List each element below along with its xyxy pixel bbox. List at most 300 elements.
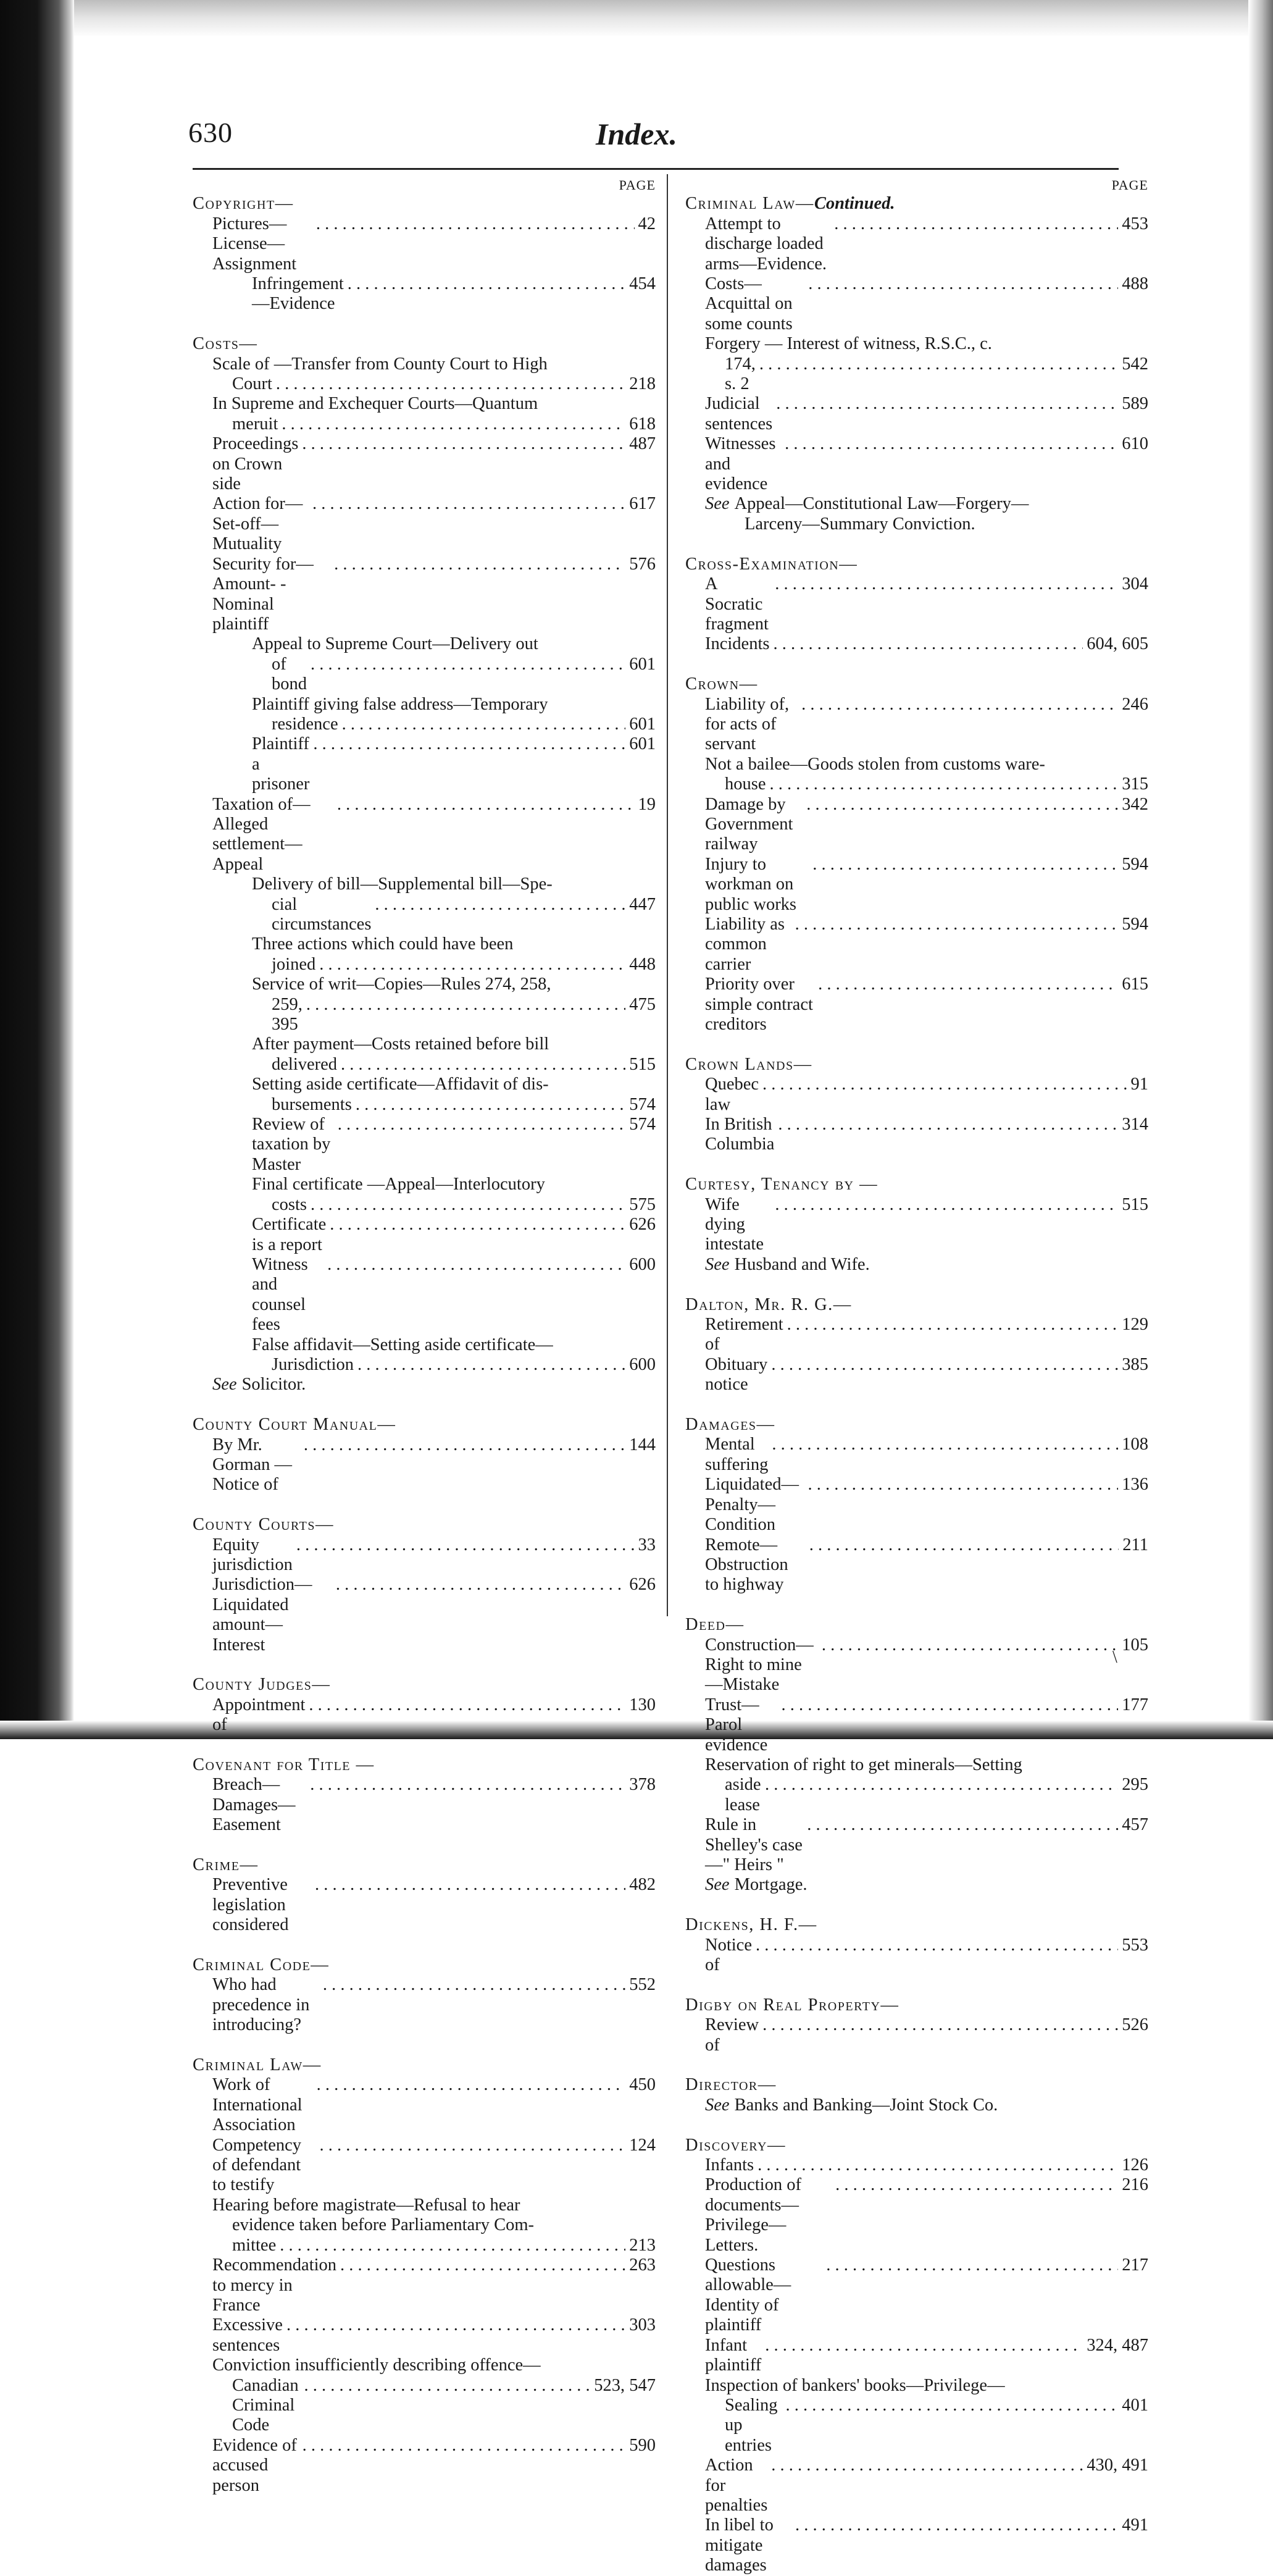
- entry-text: Proceedings on Crown side: [212, 434, 299, 494]
- entry-text-continued: meruit: [232, 414, 278, 434]
- entry-text: Jurisdiction—Liquidated amount—Interest: [212, 1575, 312, 1655]
- entry-text-continued: of bond: [272, 654, 307, 694]
- leader-dots: [775, 574, 1118, 594]
- entry-text: Priority over simple contract creditors: [705, 975, 813, 1034]
- page-reference: 552: [629, 1975, 656, 1995]
- index-heading: Criminal Law—Continued.: [685, 194, 895, 214]
- leader-dots: [304, 1435, 625, 1455]
- see-also-reference: [685, 494, 1148, 514]
- entry-text: Retirement of: [705, 1315, 783, 1354]
- index-entry: [193, 875, 656, 934]
- entry-text: Who had precedence in introducing?: [212, 1975, 310, 2035]
- leader-dots: [310, 1775, 625, 1795]
- leader-dots: [759, 355, 1118, 374]
- leader-dots: [771, 2456, 1083, 2475]
- leader-dots: [785, 434, 1118, 454]
- leader-dots: [280, 2236, 625, 2255]
- section-gap: [193, 1655, 656, 1675]
- index-heading: County Court Manual—: [193, 1415, 396, 1435]
- entry-text: Quebec law: [705, 1075, 759, 1114]
- entry-text-continued: bursements: [272, 1094, 352, 1114]
- index-entry: [685, 1075, 1148, 1115]
- entry-last-line: [705, 1936, 1148, 1976]
- entry-text: Evidence of accused person: [212, 2435, 297, 2495]
- leader-dots: [795, 915, 1119, 934]
- index-entry: [193, 1115, 656, 1175]
- end-mark: \: [1112, 1648, 1117, 1667]
- entry-last-line: [212, 2315, 656, 2356]
- entry-last-line: [252, 1255, 656, 1335]
- entry-last-line: [705, 1435, 1148, 1475]
- entry-text: Setting aside certificate—Affidavit of dis-: [252, 1075, 549, 1094]
- page-reference: 216: [1122, 2175, 1148, 2195]
- entry-text-continued: 259, 395: [272, 994, 303, 1034]
- entry-last-line: [705, 1695, 1148, 1755]
- page-reference: 482: [629, 1875, 656, 1895]
- entry-text: Inspection of bankers' books—Privilege—: [705, 2375, 1005, 2395]
- entry-last-line: [705, 1195, 1148, 1255]
- index-entry: [193, 2315, 656, 2356]
- entry-last-line: [252, 995, 656, 1035]
- entry-text: A Socratic fragment: [705, 574, 769, 634]
- column-divider: [667, 174, 668, 1616]
- entry-last-line: [252, 734, 656, 794]
- index-entry: [685, 2015, 1148, 2055]
- index-entry: [685, 795, 1148, 855]
- see-also-reference: [685, 2096, 1148, 2115]
- leader-dots: [818, 975, 1118, 994]
- page-reference: 42: [638, 214, 656, 233]
- entry-text: In Supreme and Exchequer Courts—Quantum: [212, 394, 538, 414]
- page-reference: 615: [1122, 975, 1148, 994]
- scan-shadow-right: [1248, 0, 1273, 1739]
- page-reference: 604, 605: [1087, 634, 1148, 654]
- page-reference: 304: [1122, 574, 1148, 594]
- leader-dots: [320, 2136, 626, 2155]
- leader-dots: [826, 2255, 1118, 2275]
- entry-last-line: [705, 2336, 1148, 2376]
- index-entry: [193, 1175, 656, 1215]
- index-heading: Covenant for Title —: [193, 1755, 375, 1774]
- leader-dots: [807, 1815, 1118, 1835]
- entry-last-line: [252, 1215, 656, 1255]
- page-column-label: PAGE: [1111, 177, 1148, 193]
- leader-dots: [330, 1215, 625, 1235]
- page-reference: 447: [629, 894, 656, 914]
- leader-dots: [296, 1535, 635, 1555]
- see-also-reference-continued: [685, 514, 1148, 534]
- index-entry: [193, 695, 656, 735]
- entry-last-line: [705, 2155, 1148, 2175]
- page-reference: 626: [629, 1215, 656, 1235]
- page-reference: 324, 487: [1087, 2335, 1148, 2355]
- leader-dots: [304, 2376, 590, 2396]
- index-entry: [193, 975, 656, 1034]
- page-reference: 314: [1122, 1115, 1148, 1135]
- leader-dots: [375, 895, 625, 915]
- index-entry: [193, 214, 656, 274]
- index-entry: [193, 355, 656, 395]
- leader-dots: [341, 1055, 625, 1075]
- entry-text: Final certificate —Appeal—Interlocutory: [252, 1175, 545, 1194]
- entry-text: Three actions which could have been: [252, 934, 514, 954]
- page-reference: 33: [638, 1535, 656, 1554]
- entry-last-line: [212, 1435, 656, 1495]
- page-reference: 218: [629, 374, 656, 394]
- index-entry: [685, 434, 1148, 494]
- leader-dots: [334, 555, 625, 574]
- page-reference: 91: [1130, 1075, 1148, 1094]
- page-reference: 430, 491: [1087, 2456, 1148, 2475]
- entry-text: Breach—Damages—Easement: [212, 1775, 296, 1835]
- index-entry: [193, 1875, 656, 1935]
- entry-text: Mental suffering: [705, 1435, 769, 1474]
- see-word: See: [705, 1254, 730, 1274]
- index-heading: Discovery—: [685, 2135, 786, 2155]
- page-reference: 303: [629, 2315, 656, 2335]
- leader-dots: [306, 995, 625, 1015]
- index-entry: [685, 334, 1148, 394]
- index-entry: [193, 1435, 656, 1495]
- index-entry: [685, 2336, 1148, 2376]
- entry-text-continued: house: [725, 774, 766, 794]
- entry-text: After payment—Costs retained before bill: [252, 1034, 549, 1054]
- entry-text: Judicial sentences: [705, 394, 773, 434]
- entry-last-line: [705, 1815, 1148, 1875]
- leader-dots: [782, 1695, 1119, 1715]
- index-entry: [193, 1775, 656, 1835]
- entry-text-continued: evidence taken before Parliamentary Com-: [232, 2215, 535, 2235]
- see-target: Husband and Wife.: [734, 1254, 870, 1274]
- index-entry: [193, 2075, 656, 2135]
- index-heading: Deed—: [685, 1615, 745, 1635]
- index-entry: [193, 2196, 656, 2255]
- header-rule: [193, 168, 1119, 170]
- entry-last-line: [212, 2255, 656, 2315]
- entry-text: Hearing before magistrate—Refusal to hear: [212, 2195, 520, 2215]
- index-entry: [685, 1195, 1148, 1255]
- entry-text: Questions allowable—Identity of plaintiff: [705, 2255, 791, 2335]
- entry-text: Not a bailee—Goods stolen from customs ware-: [705, 754, 1045, 774]
- entry-text: Reservation of right to get minerals—Setting: [705, 1755, 1022, 1774]
- page-reference: 594: [1122, 854, 1148, 874]
- leader-dots: [312, 494, 625, 514]
- page-reference: 401: [1122, 2395, 1148, 2415]
- entry-last-line: [212, 2075, 656, 2135]
- entry-last-line: [705, 915, 1148, 975]
- entry-text: In British Columbia: [705, 1115, 775, 1154]
- index-entry: [685, 1435, 1148, 1475]
- entry-last-line: [212, 1575, 656, 1655]
- page-reference: 594: [1122, 914, 1148, 934]
- entry-last-line: [705, 2396, 1148, 2456]
- page-reference: 124: [629, 2135, 656, 2155]
- entry-last-line: [212, 2436, 656, 2496]
- page-reference: 246: [1122, 694, 1148, 714]
- section-gap: [193, 1395, 656, 1415]
- entry-last-line: [212, 414, 656, 434]
- leader-dots: [765, 2336, 1083, 2356]
- entry-text: Construction—Right to mine—Mistake: [705, 1635, 814, 1695]
- entry-text-continued: aside lease: [725, 1775, 761, 1815]
- page-reference: 626: [629, 1575, 656, 1595]
- leader-dots: [313, 734, 625, 754]
- page-reference: 610: [1122, 434, 1148, 454]
- index-heading: County Courts—: [193, 1515, 334, 1535]
- index-entry: [193, 274, 656, 314]
- page-reference: 475: [629, 994, 656, 1014]
- index-entry: [193, 934, 656, 975]
- entry-text: Delivery of bill—Supplemental bill—Spe-: [252, 875, 553, 894]
- entry-text: Service of writ—Copies—Rules 274, 258,: [252, 975, 551, 994]
- entry-text-continued: Jurisdiction: [272, 1354, 354, 1374]
- entry-text: In libel to mitigate damages: [705, 2515, 774, 2575]
- entry-last-line: [705, 574, 1148, 634]
- entry-text: Forgery — Interest of witness, R.S.C., c.: [705, 334, 992, 354]
- entry-last-line: [212, 494, 656, 554]
- section-gap: [193, 1735, 656, 1755]
- entry-last-line: [705, 2255, 1148, 2336]
- page-reference: 542: [1122, 354, 1148, 374]
- entry-last-line: [705, 2456, 1148, 2515]
- see-also-reference: [685, 1255, 1148, 1275]
- entry-text: Remote—Obstruction to highway: [705, 1535, 788, 1595]
- page-reference: 177: [1122, 1695, 1148, 1714]
- leader-dots: [303, 2436, 626, 2456]
- index-entry: [685, 2255, 1148, 2336]
- leader-dots: [765, 1775, 1118, 1795]
- entry-last-line: [212, 555, 656, 635]
- entry-text: Review of: [705, 2015, 759, 2055]
- leader-dots: [348, 274, 625, 294]
- entry-last-line: [252, 1195, 656, 1215]
- page-reference: 19: [638, 794, 656, 814]
- index-heading: Copyright—: [193, 194, 294, 214]
- page-reference: 600: [629, 1354, 656, 1374]
- section-gap: [685, 1895, 1148, 1915]
- page-reference: 457: [1122, 1815, 1148, 1835]
- entry-text: Witnesses and evidence: [705, 434, 776, 494]
- leader-dots: [315, 1875, 625, 1895]
- entry-text-continued: 174, s. 2: [725, 354, 756, 394]
- leader-dots: [319, 955, 625, 975]
- page-reference: 617: [629, 494, 656, 514]
- entry-text-continued: Canadian Criminal Code: [232, 2375, 299, 2435]
- section-gap: [193, 314, 656, 334]
- index-entry: [685, 1635, 1148, 1695]
- index-entry: [685, 214, 1148, 274]
- section-gap: [685, 2055, 1148, 2075]
- entry-text-continued: joined: [272, 954, 316, 974]
- entry-text: Action for penalties: [705, 2456, 768, 2515]
- entry-last-line: [705, 1535, 1148, 1595]
- leader-dots: [286, 2315, 625, 2335]
- entry-text: By Mr. Gorman —Notice of: [212, 1435, 293, 1495]
- entry-last-line: [705, 774, 1148, 794]
- index-entry: [193, 2436, 656, 2496]
- index-entry: [193, 2136, 656, 2196]
- entry-text: Wife dying intestate: [705, 1194, 764, 1254]
- index-column-left: [193, 174, 656, 2496]
- entry-last-line: [212, 1975, 656, 2035]
- entry-text-continued: Sealing up entries: [725, 2395, 778, 2455]
- entry-text: Incidents: [705, 634, 770, 654]
- index-entry: [193, 1075, 656, 1115]
- page-reference: 448: [629, 954, 656, 974]
- entry-last-line: [212, 434, 656, 494]
- page-reference: 378: [629, 1775, 656, 1795]
- leader-dots: [311, 1195, 625, 1215]
- entry-text-continued: residence: [272, 714, 338, 734]
- page-reference: 601: [629, 714, 656, 734]
- see-also-reference: [193, 1375, 656, 1395]
- entry-text: Work of International Association: [212, 2075, 303, 2135]
- index-entry: [685, 975, 1148, 1034]
- entry-text: Equity jurisdiction: [212, 1535, 293, 1574]
- page-reference: 491: [1122, 2515, 1148, 2535]
- entry-last-line: [212, 374, 656, 394]
- leader-dots: [770, 774, 1119, 794]
- entry-text: Obituary notice: [705, 1354, 768, 1395]
- page-reference: 601: [629, 654, 656, 674]
- index-entry: [193, 1695, 656, 1735]
- see-target: Solicitor.: [241, 1375, 306, 1395]
- leader-dots: [808, 274, 1118, 294]
- page-reference: 526: [1122, 2015, 1148, 2035]
- entry-last-line: [705, 1775, 1148, 1815]
- entry-last-line: [705, 214, 1148, 274]
- entry-last-line: [252, 895, 656, 935]
- entry-last-line: [705, 434, 1148, 494]
- leader-dots: [282, 414, 625, 434]
- section-gap: [685, 534, 1148, 554]
- leader-dots: [787, 1315, 1119, 1335]
- index-heading: Criminal Code—: [193, 1955, 330, 1975]
- leader-dots: [762, 1075, 1127, 1094]
- entry-text: Scale of —Transfer from County Court to High: [212, 354, 548, 374]
- entry-last-line: [705, 795, 1148, 855]
- index-entry: [193, 734, 656, 794]
- index-heading: Crown Lands—: [685, 1054, 812, 1074]
- index-heading: Dickens, H. F.—: [685, 1915, 817, 1935]
- section-gap: [685, 1395, 1148, 1415]
- index-entry: [193, 1034, 656, 1075]
- see-word: See: [705, 2095, 730, 2115]
- entry-text: Damage by Government railway: [705, 794, 793, 854]
- entry-last-line: [252, 955, 656, 975]
- leader-dots: [808, 1475, 1119, 1495]
- page-reference: 600: [629, 1254, 656, 1274]
- entry-last-line: [705, 634, 1148, 654]
- leader-dots: [342, 715, 626, 734]
- index-entry: [193, 1335, 656, 1375]
- leader-dots: [756, 1936, 1118, 1955]
- leader-dots: [337, 795, 635, 815]
- page-reference: 515: [629, 1054, 656, 1074]
- heading-continued-label: Continued.: [814, 194, 895, 214]
- entry-text: Production of documents—Privilege—Letters.: [705, 2175, 801, 2255]
- index-entry: [685, 274, 1148, 334]
- entry-last-line: [705, 394, 1148, 434]
- leader-dots: [806, 795, 1118, 815]
- page-reference: 488: [1122, 274, 1148, 294]
- leader-dots: [357, 1355, 625, 1375]
- leader-dots: [795, 2515, 1118, 2535]
- entry-text: Plaintiff a prisoner: [252, 734, 310, 794]
- entry-text: Costs—Acquittal on some counts: [705, 274, 793, 334]
- section-gap: [193, 1836, 656, 1855]
- leader-dots: [822, 1635, 1118, 1655]
- index-entry: [685, 634, 1148, 654]
- entry-last-line: [705, 855, 1148, 915]
- index-entry: [193, 494, 656, 554]
- index-heading: Criminal Law—: [193, 2055, 322, 2075]
- index-entry: [685, 2175, 1148, 2255]
- page-reference: 263: [629, 2255, 656, 2275]
- entry-last-line: [705, 1355, 1148, 1395]
- index-entry: [685, 1115, 1148, 1155]
- index-entry: [685, 855, 1148, 915]
- entry-last-line: [705, 1315, 1148, 1355]
- entry-text-continued: delivered: [272, 1054, 338, 1074]
- entry-text: Competency of defendant to testify: [212, 2135, 302, 2195]
- entry-text: Infant plaintiff: [705, 2335, 762, 2375]
- index-entry: [685, 755, 1148, 795]
- index-entry: [685, 2155, 1148, 2175]
- section-gap: [685, 1975, 1148, 1995]
- leader-dots: [316, 214, 635, 234]
- leader-dots: [801, 695, 1118, 715]
- entry-text: Notice of: [705, 1935, 752, 1975]
- index-heading: Curtesy, Tenancy by —: [685, 1175, 879, 1194]
- leader-dots: [356, 1095, 625, 1115]
- entry-last-line: [252, 1095, 656, 1115]
- page-reference: 385: [1122, 1354, 1148, 1374]
- leader-dots: [812, 855, 1118, 875]
- see-target: Mortgage.: [734, 1875, 808, 1895]
- leader-dots: [317, 2075, 626, 2095]
- page-reference: 315: [1122, 774, 1148, 794]
- entry-text: Injury to workman on public works: [705, 854, 797, 914]
- entry-last-line: [212, 2136, 656, 2196]
- leader-dots: [762, 2015, 1118, 2035]
- index-heading: Digby on Real Property—: [685, 1995, 899, 2015]
- entry-last-line: [705, 2175, 1148, 2255]
- entry-text: Appeal to Supreme Court—Delivery out: [252, 634, 538, 654]
- entry-last-line: [212, 1875, 656, 1935]
- leader-dots: [336, 1575, 625, 1595]
- scan-shadow-left: [0, 0, 74, 1739]
- scan-shadow-top: [74, 0, 1273, 37]
- entry-last-line: [705, 274, 1148, 334]
- leader-dots: [340, 2255, 625, 2275]
- see-word: See: [705, 1875, 730, 1895]
- entry-last-line: [705, 2015, 1148, 2055]
- index-entry: [685, 1755, 1148, 1815]
- running-title: Index.: [596, 117, 677, 151]
- leader-dots: [302, 434, 625, 454]
- page-reference: 523, 547: [594, 2375, 656, 2395]
- entry-last-line: [212, 214, 656, 274]
- section-gap: [685, 1155, 1148, 1175]
- entry-text: Liability of, for acts of servant: [705, 694, 790, 754]
- page-reference: 129: [1122, 1315, 1148, 1335]
- section-gap: [193, 1936, 656, 1955]
- page-reference: 136: [1122, 1475, 1148, 1495]
- index-heading: County Judges—: [193, 1675, 331, 1695]
- page-reference: 601: [629, 734, 656, 754]
- index-entry: [685, 2515, 1148, 2575]
